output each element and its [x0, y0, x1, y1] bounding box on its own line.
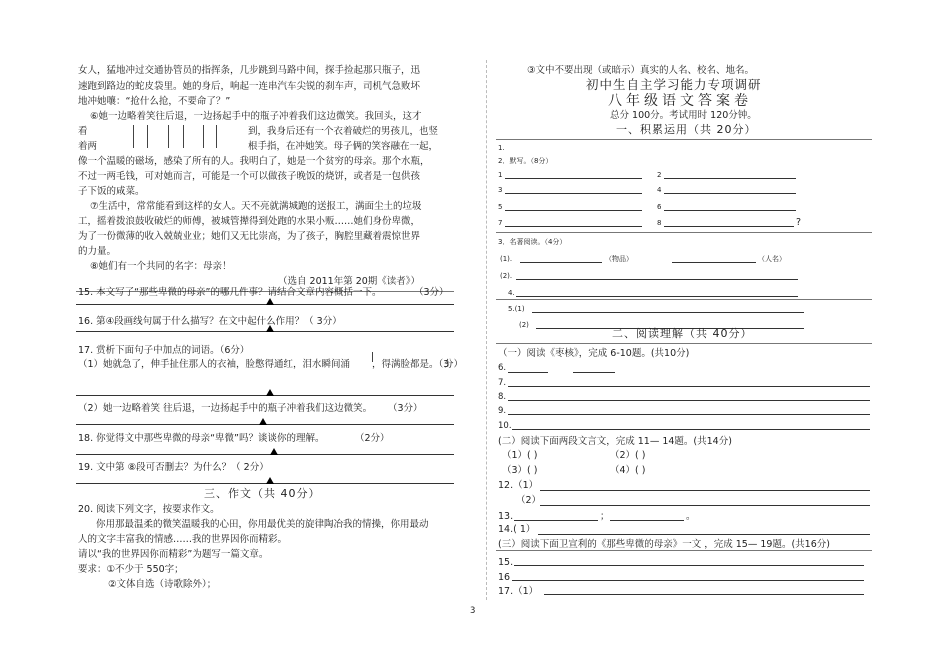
answer-13-end: 。	[686, 511, 696, 522]
triangle-marker-icon	[266, 325, 274, 332]
prompt-line: 人的文字丰富我的情感……我的世界因你而精彩。	[78, 534, 288, 545]
item-4-label: 4.	[508, 289, 515, 297]
passage-line: 看	[78, 126, 88, 137]
answer-number: 10.	[498, 421, 512, 431]
question-15: 15. 本文写了“那些卑微的母亲”的哪几件事？请结合文章内容概括一下。	[78, 287, 382, 298]
prompt-line: 你用那最温柔的微笑温暖我的心田，你用最优美的旋律陶冶我的情操，你用最动	[96, 519, 429, 530]
question-score: （2分）	[355, 433, 390, 444]
section-3-heading: 三、作文（共 40分）	[204, 487, 321, 500]
triangle-marker-icon	[266, 477, 274, 484]
requirement-2: ②文体自选（诗歌除外）；	[108, 579, 217, 590]
blank-2: （2）( )	[610, 450, 646, 461]
recite-label: 5	[498, 203, 503, 211]
reading-2-instructions: (二）阅读下面两段文言文，完成 11— 14题。(共14分)	[498, 436, 732, 447]
triangle-marker-icon	[270, 448, 278, 455]
answer-number: 15.	[498, 557, 514, 568]
prompt-line: 请以“我的世界因你而精彩”为题写一篇文章。	[78, 549, 269, 560]
answer-number: 8.	[498, 392, 507, 402]
section-2-heading: 二、阅读理解（共 40分）	[612, 327, 753, 340]
passage-line: 速跑到路边的蛇皮袋里。她的身后，响起一连串汽车尖锐的刹车声，司机气急败坏	[78, 81, 421, 92]
passage-line: 不过一两毛钱，可对她而言，可能是一个可以做孩子晚饭的烧饼，或者是一包供孩	[78, 171, 421, 182]
question-18: 18. 你觉得文中那些卑微的母亲“卑微”吗？谈谈你的理解。	[78, 433, 325, 444]
question-score: （3分）	[414, 287, 449, 298]
answer-13-separator: ；	[600, 511, 610, 522]
item-3-2-label: (2).	[500, 272, 513, 280]
requirement-3: ③文中不要出现（或暗示）真实的人名、校名、地名。	[527, 65, 755, 76]
item-3-person: （人名）	[758, 255, 786, 263]
recite-label: 7	[498, 219, 503, 227]
passage-line: 着两	[78, 141, 98, 152]
item-2: 2．默写。（8分）	[498, 157, 553, 165]
answer-14: 14.( 1）	[498, 524, 536, 535]
triangle-marker-icon	[266, 389, 274, 396]
blank-4: （4）( )	[610, 465, 646, 476]
question-17-2: （2）她一边略着笑 往后退，一边扬起手中的瓶子冲着我们这边微笑。	[78, 403, 373, 414]
question-17-1: （1）她就急了，伸手扯住那人的衣袖，脸憋得通红，泪水瞬间涌	[78, 359, 351, 370]
passage-line: 根手指，在冲她笑。母子俩的笑容融在一起，	[248, 141, 439, 152]
question-20: 20. 阅读下列文字，按要求作文。	[78, 504, 220, 515]
question-mark: ?	[796, 217, 802, 228]
answer-number: 7.	[498, 378, 507, 388]
section-1-heading: 一、积累运用（共 20分）	[616, 123, 757, 136]
answer-sheet-title: 初中生自主学习能力专项调研	[586, 77, 762, 92]
question-17: 17. 赏析下面句子中加点的词语。（6分）	[78, 345, 250, 356]
triangle-marker-icon	[266, 298, 274, 305]
question-19: 19. 文中第 ⑧段可否删去？为什么？（ 2分）	[78, 462, 269, 473]
exam-meta: 总分 100分。考试用时 120分钟。	[610, 110, 757, 121]
answer-number: 6.	[498, 363, 507, 373]
answer-13: 13.	[498, 511, 514, 522]
recite-label: 3	[498, 186, 503, 194]
passage-line: ⑥她一边略着笑往后退，一边扬起手中的瓶子冲着我们这边微笑。我回头，这才	[90, 111, 422, 122]
page-number: 3	[470, 606, 476, 616]
passage-line: ⑦生活中，常常能看到这样的女人。天不亮就满城跑的送报工，满面尘土的垃圾	[90, 201, 422, 212]
source-citation: （选自 2011年第 20期《读者》）	[278, 276, 421, 287]
recite-label: 1	[498, 171, 503, 179]
answer-sheet-subtitle: 八年级语文答案卷	[608, 93, 752, 109]
item-1: 1.	[498, 144, 505, 152]
reading-3-instructions: (三）阅读下面卫宣利的《那些卑微的母亲》一文 ，完成 15— 19题。(共16分)	[498, 539, 830, 550]
recite-label: 2	[657, 171, 662, 179]
passage-line: 像一个温暖的磁场，感染了所有的人。我明白了，她是一个贫穷的母亲。那个水瓶，	[78, 156, 430, 167]
item-3-object: （物品）	[605, 255, 633, 263]
recite-label: 4	[657, 186, 662, 194]
answer-17-1: 17.（1）	[498, 586, 539, 597]
blank-1: （1）( )	[502, 450, 538, 461]
passage-line: 到，我身后还有一个衣着破烂的男孩儿，也竖	[248, 126, 439, 137]
question-17-1-cont: ，得满脸都是。（3	[372, 359, 450, 370]
question-16: 16. 第④段画线句属于什么描写？在文中起什么作用？（ 3分）	[78, 316, 342, 327]
passage-line: 女人，猛地冲过交通协管员的指挥条，几步跳到马路中间，探手捡起那只瓶子，迅	[78, 65, 421, 76]
question-score: （3分）	[388, 403, 423, 414]
triangle-marker-icon	[259, 418, 267, 425]
column-divider	[486, 60, 487, 600]
recite-label: 6	[657, 203, 662, 211]
item-3-1-label: (1).	[500, 255, 513, 263]
passage-line: ⑧她们有一个共同的名字：母亲！	[90, 261, 232, 272]
answer-number: 16	[498, 572, 511, 583]
answer-number: 9.	[498, 406, 507, 416]
reading-1-instructions: （一）阅读《枣核》，完成 6-10题。(共10分)	[498, 348, 690, 359]
requirement-1: 要求：①不少于 550字；	[78, 564, 184, 575]
item-3: 3．名著阅读。（4分）	[498, 238, 567, 246]
item-5-1-label: 5.(1)	[508, 305, 525, 313]
blank-3: （3）( )	[502, 465, 538, 476]
passage-line: 的力量。	[78, 246, 117, 257]
passage-line: 地冲她嚷：“抢什么抢，不要命了？”	[78, 96, 231, 107]
passage-line: 为了一份微薄的收入兢兢业业；她们又无比崇高，为了孩子，胸腔里藏着震惊世界	[78, 231, 421, 242]
item-5-2-label: (2)	[519, 321, 529, 329]
passage-line: 工，摇着拨浪鼓收破烂的师傅，被城管撵得到处跑的水果小贩……她们身份卑微，	[78, 216, 421, 227]
question-17-1-score-tail: 分）	[444, 359, 464, 370]
passage-line: 子下饭的咸菜。	[78, 186, 145, 197]
recite-label: 8	[657, 219, 662, 227]
answer-12-1: 12.（1）	[498, 480, 539, 491]
answer-12-2: （2）	[516, 495, 542, 506]
